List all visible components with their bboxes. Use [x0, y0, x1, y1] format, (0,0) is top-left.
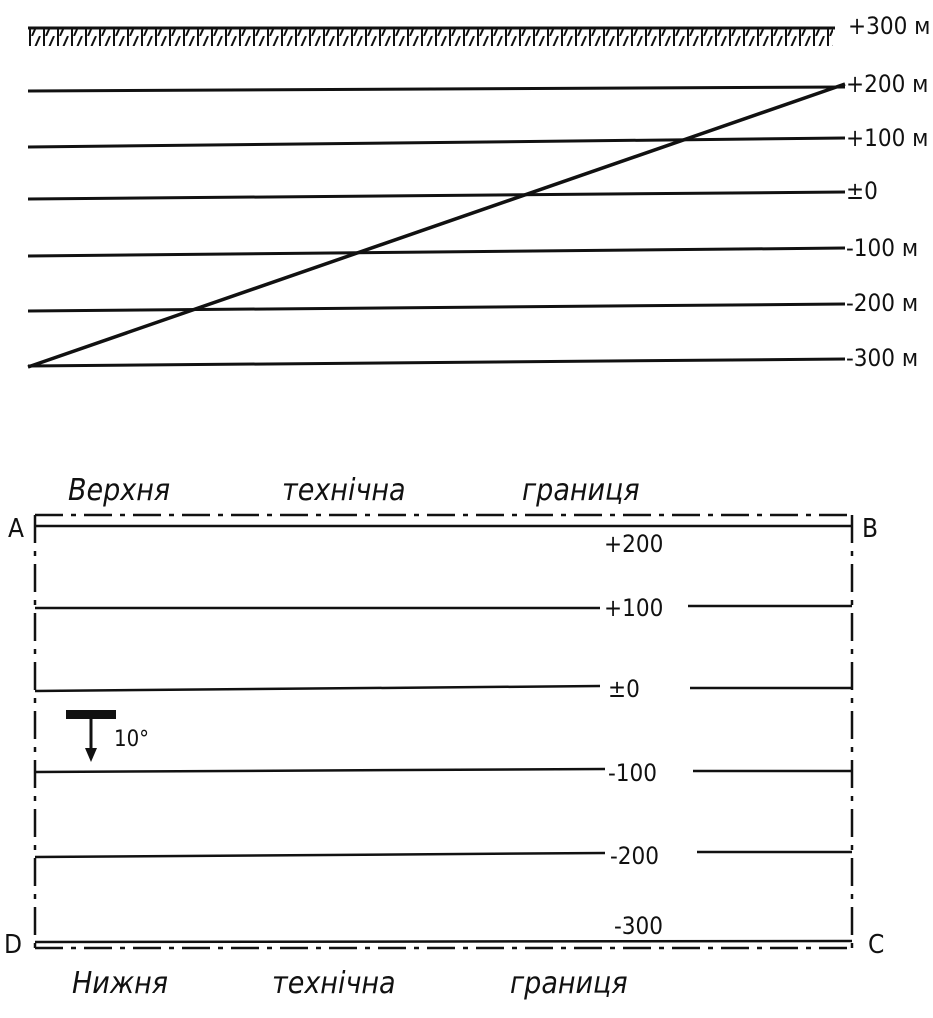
- dip-strike-symbol: [66, 710, 149, 762]
- dip-arrow-head: [85, 748, 97, 762]
- corner-label-c: C: [868, 930, 885, 960]
- lower-boundary-word-2: технічна: [272, 966, 396, 1001]
- contour-line-minus100-left: [35, 769, 605, 772]
- contour-line-zero-left: [35, 686, 600, 691]
- level-label-minus300: -300 м: [846, 344, 919, 372]
- level-line-plus100: [28, 138, 845, 147]
- surface-elevation-label: +300 м: [848, 12, 931, 40]
- level-line-minus300: [28, 359, 845, 366]
- cross-section: [28, 12, 930, 372]
- level-label-plus200: +200 м: [846, 70, 929, 98]
- plan-view: [4, 473, 884, 1001]
- dip-angle-label: 10°: [114, 727, 150, 752]
- contour-line-minus200-left: [35, 853, 605, 857]
- field-boundary: [35, 515, 852, 948]
- upper-boundary-word-3: границя: [522, 473, 640, 508]
- corner-label-b: B: [862, 514, 879, 544]
- strike-bar: [66, 710, 116, 719]
- corner-label-a: A: [8, 514, 24, 544]
- level-line-minus100: [28, 248, 845, 256]
- upper-boundary-word-1: Верхня: [68, 473, 171, 508]
- contour-label-plus100: +100: [604, 594, 664, 622]
- contour-label-plus200: +200: [604, 530, 664, 558]
- seam-dip-line: [28, 84, 845, 367]
- level-line-minus200: [28, 304, 845, 311]
- level-line-zero: [28, 192, 845, 199]
- level-line-plus200: [28, 87, 845, 91]
- contour-label-minus300: -300: [614, 912, 663, 940]
- upper-boundary-word-2: технічна: [282, 473, 406, 508]
- ground-surface-hatching: [28, 28, 833, 46]
- contour-lines: [35, 526, 852, 942]
- contour-line-minus300: [35, 941, 852, 942]
- contour-label-zero: ±0: [608, 675, 640, 703]
- lower-boundary-word-1: Нижня: [72, 966, 169, 1001]
- level-label-zero: ±0: [846, 177, 878, 205]
- contour-label-minus200: -200: [610, 842, 659, 870]
- level-label-plus100: +100 м: [846, 124, 929, 152]
- contour-label-minus100: -100: [608, 759, 657, 787]
- level-label-minus100: -100 м: [846, 234, 919, 262]
- level-label-minus200: -200 м: [846, 289, 919, 317]
- corner-label-d: D: [4, 930, 23, 960]
- lower-boundary-word-3: границя: [510, 966, 628, 1001]
